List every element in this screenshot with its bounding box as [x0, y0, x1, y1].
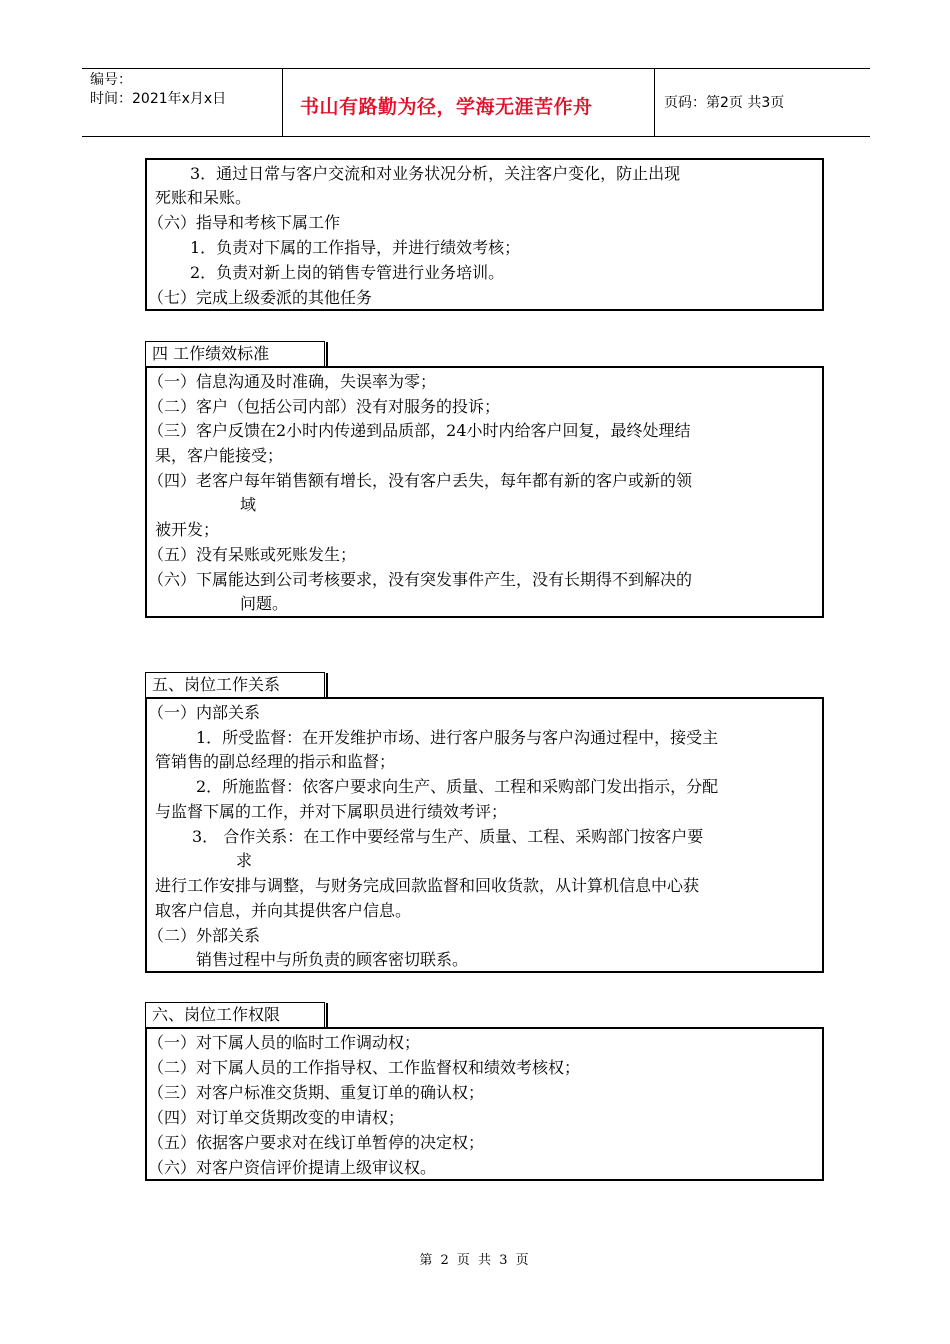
text-line: 问题。 — [240, 594, 289, 613]
text-line: 果，客户能接受； — [155, 446, 284, 465]
section-five-title: 五、岗位工作关系 — [145, 672, 325, 698]
text-line: 与监督下属的工作，并对下属职员进行绩效考评； — [155, 802, 508, 821]
text-line: 死账和呆账。 — [155, 188, 252, 207]
text-line: 3． 合作关系：在工作中要经常与生产、质量、工程、采购部门按客户要 — [192, 827, 704, 846]
authority-item: （一）对下属人员的临时工作调动权； — [148, 1033, 421, 1052]
text-line: 管销售的副总经理的指示和监督； — [155, 752, 396, 771]
text-line: 取客户信息，并向其提供客户信息。 — [155, 901, 412, 920]
section-four-title: 四 工作绩效标准 — [145, 341, 325, 367]
header-bottom-rule — [82, 136, 870, 137]
header-number-label: 编号： — [90, 72, 132, 88]
standard-item: （四）老客户每年销售额有增长，没有客户丢失，每年都有新的客户或新的领 — [148, 471, 693, 490]
page-footer: 第 2 页 共 3 页 — [419, 1253, 531, 1268]
text-line: 1．所受监督：在开发维护市场、进行客户服务与客户沟通过程中，接受主 — [196, 728, 719, 747]
text-line: 销售过程中与所负责的顾客密切联系。 — [196, 950, 469, 969]
header-date-label: 时间：2021年x月x日 — [90, 91, 227, 107]
authority-item: （二）对下属人员的工作指导权、工作监督权和绩效考核权； — [148, 1058, 581, 1077]
text-line: 求 — [236, 851, 253, 870]
subheading: （一）内部关系 — [148, 703, 261, 722]
standard-item: （一）信息沟通及时准确，失误率为零； — [148, 372, 437, 391]
header-page-label: 页码：第2页 共3页 — [664, 95, 785, 111]
text-line: 2．所施监督：依客户要求向生产、质量、工程和采购部门发出指示，分配 — [196, 777, 719, 796]
text-line: 2．负责对新上岗的销售专管进行业务培训。 — [190, 263, 505, 282]
subheading: （二）外部关系 — [148, 926, 261, 945]
standard-item: （五）没有呆账或死账发生； — [148, 545, 357, 564]
header-motto: 书山有路勤为径，学海无涯苦作舟 — [300, 96, 593, 118]
header-divider-left — [282, 68, 283, 136]
header-divider-right — [654, 68, 655, 136]
standard-item: （二）客户（包括公司内部）没有对服务的投诉； — [148, 397, 501, 416]
text-line: 被开发； — [155, 520, 220, 539]
text-line: 3．通过日常与客户交流和对业务状况分析，关注客户变化，防止出现 — [190, 164, 681, 183]
section-six-title: 六、岗位工作权限 — [145, 1002, 325, 1028]
authority-item: （五）依据客户要求对在线订单暂停的决定权； — [148, 1133, 485, 1152]
authority-item: （三）对客户标准交货期、重复订单的确认权； — [148, 1083, 485, 1102]
text-line: 域 — [240, 495, 257, 514]
header-top-rule — [82, 68, 870, 69]
authority-item: （四）对订单交货期改变的申请权； — [148, 1108, 405, 1127]
standard-item: （三）客户反馈在2小时内传递到品质部，24小时内给客户回复，最终处理结 — [148, 421, 691, 440]
authority-item: （六）对客户资信评价提请上级审议权。 — [148, 1158, 437, 1177]
text-line: 1．负责对下属的工作指导，并进行绩效考核； — [190, 238, 521, 257]
text-line: 进行工作安排与调整，与财务完成回款监督和回收货款，从计算机信息中心获 — [155, 876, 700, 895]
standard-item: （六）下属能达到公司考核要求，没有突发事件产生，没有长期得不到解决的 — [148, 570, 693, 589]
subheading: （七）完成上级委派的其他任务 — [148, 288, 373, 307]
subheading: （六）指导和考核下属工作 — [148, 213, 341, 232]
